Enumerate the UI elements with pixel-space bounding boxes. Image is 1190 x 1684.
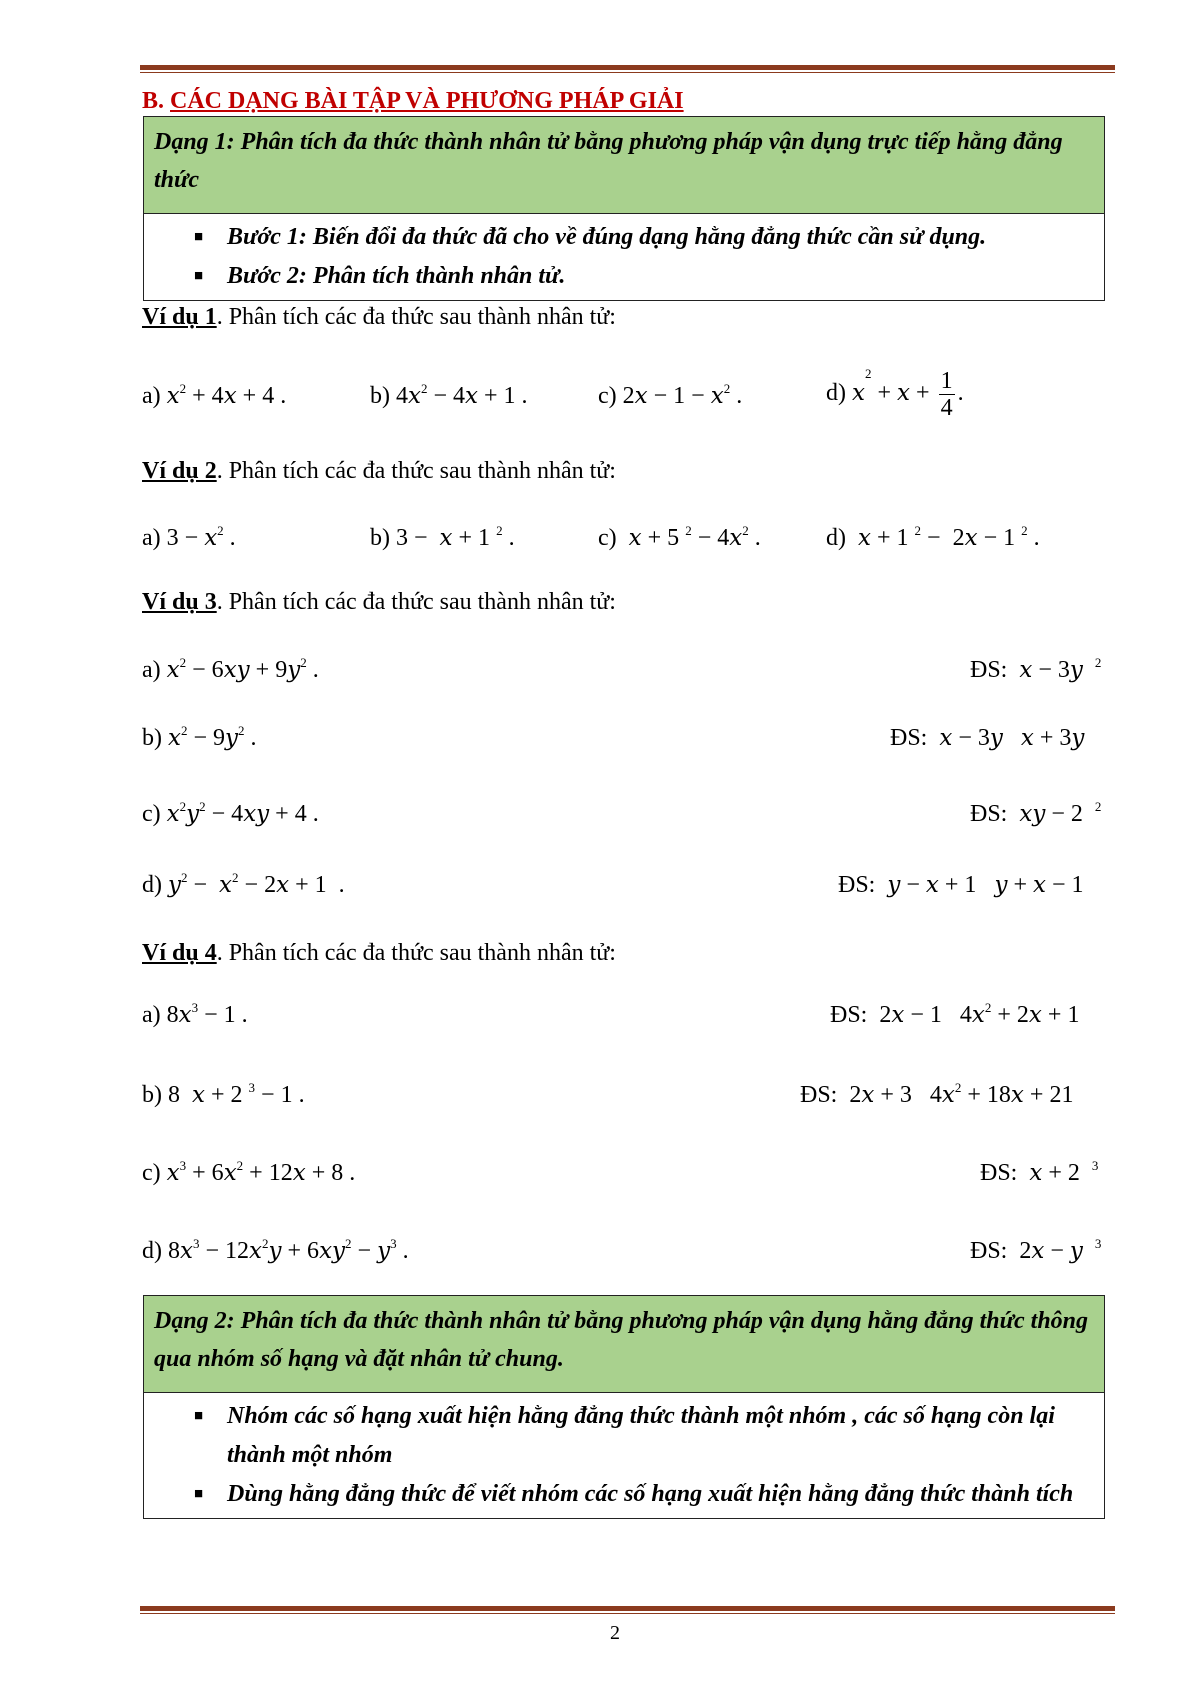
dang2-steps <box>144 1393 1104 1518</box>
section-letter: B. <box>142 88 165 114</box>
bullet-icon: ■ <box>194 1486 204 1502</box>
ex4-d-answer: ĐS: 2x − y $^3$ <box>970 1236 1102 1264</box>
bullet-icon: ■ <box>194 1408 204 1424</box>
ex2-b: b) 3 − x + 1 $^2$ . <box>370 523 515 551</box>
dang1-box <box>143 116 1105 301</box>
ex4-b-answer: ĐS: 2x + 3 $4x^2 + 18x + 21$ <box>800 1080 1074 1108</box>
ex1-b: b) $4x^2 - 4x + 1$ . <box>370 381 528 409</box>
ex3-d: d) $y^2 - x^2 - 2x + 1$ . <box>142 870 345 898</box>
ex3-c-answer: ĐS: xy − 2 $^2$ <box>970 799 1102 827</box>
ex4-c-answer: ĐS: x + 2 $^3$ <box>980 1158 1099 1186</box>
ex2-c: c) x + 5 $^2 - 4x^2$ . <box>598 523 761 551</box>
example-2-title: Ví dụ 2. Phân tích các đa thức sau thành nhân tử: <box>142 458 616 484</box>
footer-rule <box>140 1606 1115 1614</box>
ex1-c: c) $2x - 1 - x^2$ . <box>598 381 743 409</box>
ex4-c: c) $x^3 + 6x^2 + 12x + 8$ . <box>142 1158 356 1186</box>
ex3-c: c) $x^2y^2 - 4xy + 4$ . <box>142 799 319 827</box>
ex4-b: b) 8 x + 2 $^3$ − 1 . <box>142 1080 305 1108</box>
section-title <box>142 88 684 115</box>
list-item: ■ Bước 2: Phân tích thành nhân tử. <box>144 257 1094 296</box>
example-3-title: Ví dụ 3. Phân tích các đa thức sau thành nhân tử: <box>142 589 616 615</box>
ex3-d-answer: ĐS: y − x + 1 y + x − 1 <box>838 872 1084 898</box>
bullet-icon: ■ <box>194 268 204 284</box>
ex3-b: b) $x^2 - 9y^2$ . <box>142 723 257 751</box>
dang2-heading: Dạng 2: Phân tích đa thức thành nhân tử bằng phương pháp vận dụng hằng đẳng thức thông qua nhóm số hạng và đặt nhân tử chung. <box>144 1296 1104 1393</box>
example-4-title: Ví dụ 4. Phân tích các đa thức sau thành nhân tử: <box>142 940 616 966</box>
ex3-a-answer: ĐS: x − 3y $^2$ <box>970 655 1102 683</box>
example-1-title: Ví dụ 1. Phân tích các đa thức sau thành nhân tử: <box>142 304 616 330</box>
header-rule <box>140 65 1115 73</box>
ex2-a: a) $3 - x^2$ . <box>142 523 236 551</box>
dang1-heading: Dạng 1: Phân tích đa thức thành nhân tử bằng phương pháp vận dụng trực tiếp hằng đẳng thức <box>144 117 1104 214</box>
ex2-d: d) x + 1 $^2$ − 2x − 1 $^2$ . <box>826 523 1040 551</box>
ex4-d: d) $8x^3 - 12x^2y + 6xy^2 - y^3$ . <box>142 1236 409 1264</box>
list-item: ■ Dùng hằng đẳng thức để viết nhóm các số hạng xuất hiện hằng đẳng thức thành tích <box>144 1475 1094 1514</box>
ex1-a: a) $x^2 + 4x + 4$ . <box>142 381 287 409</box>
dang1-steps <box>144 214 1104 300</box>
list-item: ■ Nhóm các số hạng xuất hiện hằng đẳng thức thành một nhóm , các số hạng còn lại thành một nhóm <box>144 1397 1094 1475</box>
ex3-b-answer: ĐS: x − 3y x + 3y <box>890 725 1085 751</box>
page-number: 2 <box>610 1622 620 1644</box>
ex4-a-answer: ĐS: 2x − 1 $4x^2 + 2x + 1$ <box>830 1000 1080 1028</box>
list-item: ■ Bước 1: Biến đổi đa thức đã cho về đúng dạng hằng đẳng thức cần sử dụng. <box>144 218 1094 257</box>
section-title-text: CÁC DẠNG BÀI TẬP VÀ PHƯƠNG PHÁP GIẢI <box>170 88 684 114</box>
ex1-d: d) $x^2 + x$ + $\frac{1}{4}$ . <box>826 366 964 421</box>
ex3-a: a) $x^2 - 6xy + 9y^2$ . <box>142 655 319 683</box>
dang2-box <box>143 1295 1105 1519</box>
ex4-a: a) $8x^3 - 1$ . <box>142 1000 248 1028</box>
bullet-icon: ■ <box>194 229 204 245</box>
